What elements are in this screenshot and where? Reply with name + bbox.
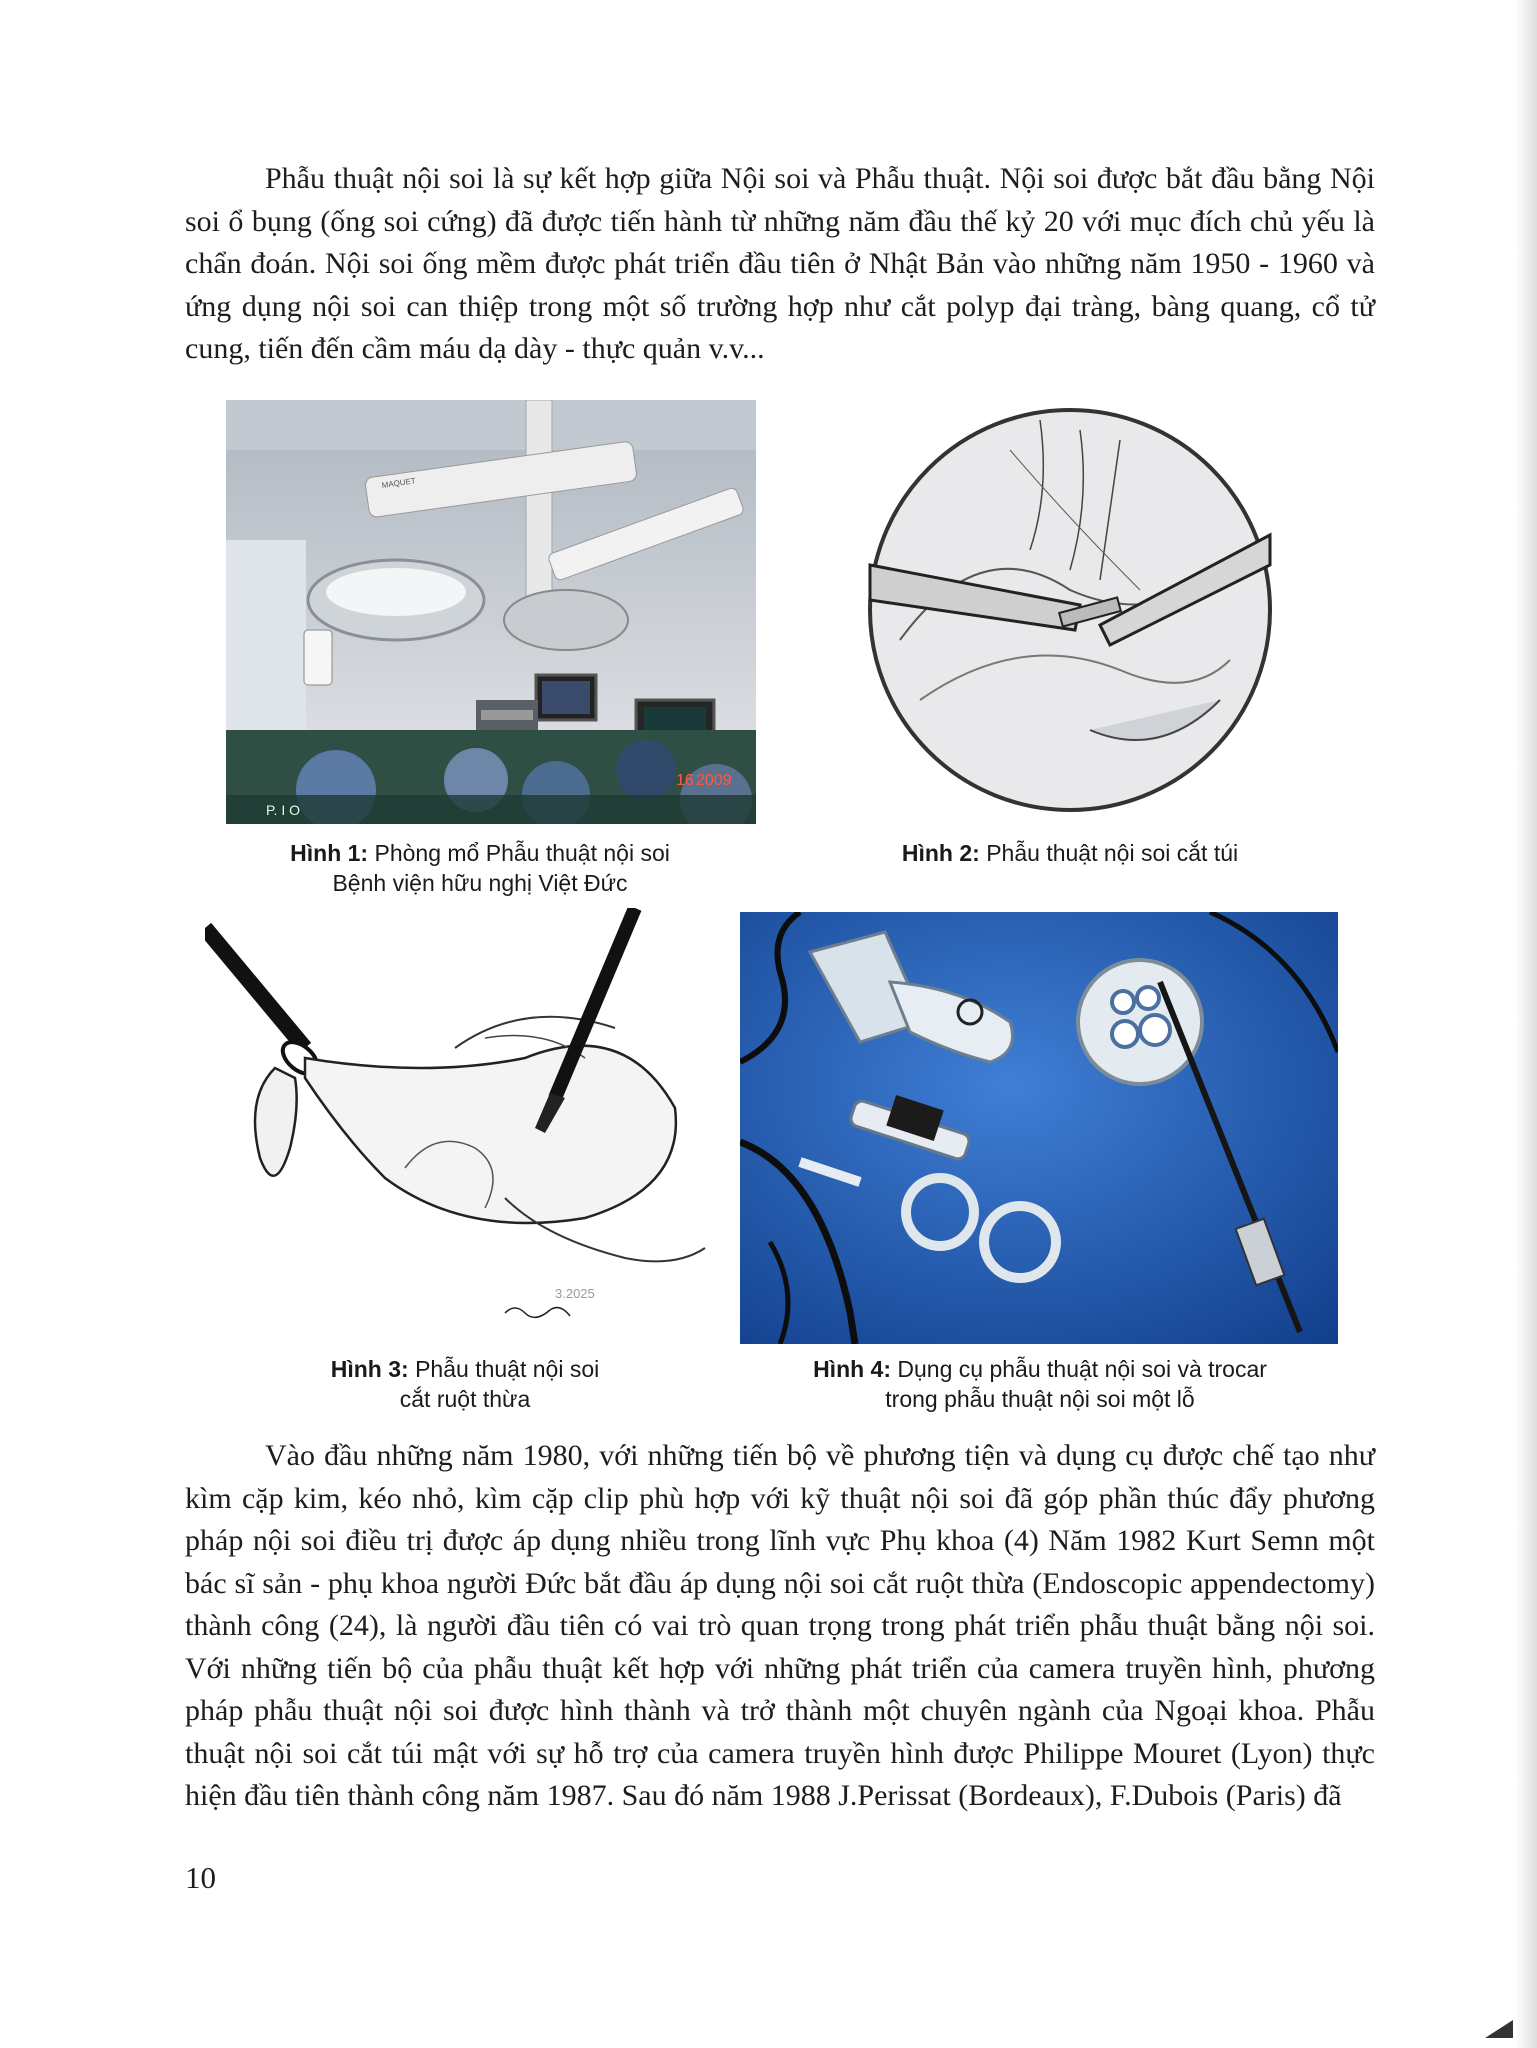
figure-1-operating-room-photo — [226, 400, 756, 824]
operating-room-illustration — [226, 400, 756, 824]
history-paragraph: Vào đầu những năm 1980, với những tiến bộ về phương tiện và dụng cụ được chế tạo như kìm cặp kim, kéo nhỏ, kìm cặp clip phù hợp với kỹ thuật nội soi đã góp phần thúc đẩy phương pháp nội soi điều trị được áp dụng nhiều trong lĩnh vực Phụ khoa (4) Năm 1982 Kurt Semn một bác sĩ sản - phụ khoa người Đức bắt đầu áp dụng nội soi cắt ruột thừa (Endoscopic appendectomy) thành công (24), là người đầu tiên có vai trò quan trọng trong phát triển phẫu thuật bằng nội soi. Với những tiến bộ của phẫu thuật kết hợp với những phát triển của camera truyền hình, phương pháp phẫu thuật nội soi được hình thành và trở thành một chuyên ngành của Ngoại khoa. Phẫu thuật nội soi cắt túi mật với sự hỗ trợ của camera truyền hình được Philippe Mouret (Lyon) thực hiện đầu tiên thành công năm 1987. Sau đó năm 1988 J.Perissat (Bordeaux), F.Dubois (Paris) đã — [185, 1439, 1375, 1812]
figure-4-label: Hình 4: — [813, 1356, 892, 1382]
figure-2-caption-line1: Phẫu thuật nội soi cắt túi — [986, 840, 1239, 866]
figure-3-caption-line1: Phẫu thuật nội soi — [415, 1356, 600, 1382]
figure-4-caption — [740, 1354, 1340, 1414]
figure-3-caption — [205, 1354, 725, 1414]
page-edge — [1515, 0, 1537, 2048]
figure-2-label: Hình 2: — [901, 840, 980, 866]
appendectomy-illustration — [205, 908, 715, 1333]
scan-corner-mark — [1485, 2020, 1513, 2038]
photo-year-stamp: 2009 — [696, 772, 732, 789]
figure-4-caption-line2: trong phẫu thuật nội soi một lỗ — [885, 1386, 1195, 1412]
figure-3-appendectomy-drawing — [205, 908, 715, 1333]
figure-3-label: Hình 3: — [330, 1356, 409, 1382]
instruments-illustration — [740, 912, 1338, 1344]
page-number: 10 — [185, 1860, 216, 1895]
figure-4-instruments-photo — [740, 912, 1338, 1344]
figure-1-caption-line2: Bệnh viện hữu nghị Việt Đức — [332, 870, 628, 896]
figure-1-caption — [200, 838, 760, 898]
lamp-brand-label: MAQUET — [381, 476, 417, 490]
figure-1-caption-line1: Phòng mổ Phẫu thuật nội soi — [374, 840, 670, 866]
figure-4-caption-line1: Dụng cụ phẫu thuật nội soi và trocar — [897, 1356, 1267, 1382]
drawing-date: 3.2025 — [555, 1286, 595, 1301]
wall-sign: P. I O — [266, 802, 300, 818]
endoscopic-view-illustration — [860, 400, 1280, 820]
figure-3-caption-line2: cắt ruột thừa — [399, 1386, 531, 1412]
intro-paragraph: Phẫu thuật nội soi là sự kết hợp giữa Nội soi và Phẫu thuật. Nội soi được bắt đầu bằng Nội soi ổ bụng (ống soi cứng) đã được tiến hành từ những năm đầu thế kỷ 20 với mục đích chủ yếu là chẩn đoán. Nội soi ống mềm được phát triển đầu tiên ở Nhật Bản vào những năm 1950 - 1960 và ứng dụng nội soi can thiệp trong một số trường hợp như cắt polyp đại tràng, bàng quang, cổ tử cung, tiến đến cầm máu dạ dày - thực quản v.v... — [185, 162, 1375, 365]
figure-2-cholecystectomy-drawing — [860, 400, 1280, 820]
figure-2-caption — [840, 838, 1300, 868]
photo-date-stamp: 16 — [676, 772, 694, 789]
figure-1-label: Hình 1: — [290, 840, 369, 866]
